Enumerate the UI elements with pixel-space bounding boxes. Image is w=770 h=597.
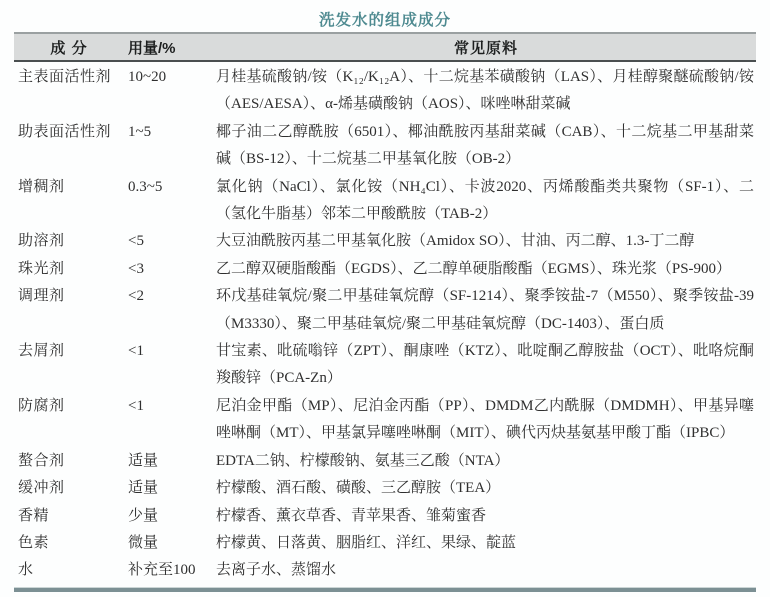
materials-cell: 柠檬香、薰衣草香、青苹果香、雏菊蜜香 bbox=[216, 507, 487, 524]
amount-cell: <1 bbox=[128, 397, 144, 414]
table-row bbox=[14, 174, 756, 229]
header-amount: 用量/% bbox=[124, 33, 216, 61]
page-title: 洗发水的组成成分 bbox=[318, 12, 451, 29]
component-cell: 香精 bbox=[18, 507, 50, 524]
table-row bbox=[14, 228, 756, 255]
table-row bbox=[14, 503, 756, 530]
header-row bbox=[14, 33, 756, 61]
table-header bbox=[14, 33, 756, 61]
table-row bbox=[14, 557, 756, 584]
amount-cell: 补充至100 bbox=[128, 562, 196, 579]
amount-cell: 适量 bbox=[128, 480, 159, 497]
table-row bbox=[14, 475, 756, 502]
table-row bbox=[14, 256, 756, 283]
amount-cell: <3 bbox=[128, 260, 144, 277]
header-component: 成 分 bbox=[14, 33, 124, 61]
materials-cell: 氯化钠（NaCl）、氯化铵（NH₄Cl）、卡波2020、丙烯酸酯类共聚物（SF-1）、二（氢化牛脂基）邻苯二甲酸酰胺（TAB-2） bbox=[216, 178, 754, 223]
materials-cell: 乙二醇双硬脂酸酯（EGDS）、乙二醇单硬脂酸酯（EGMS）、珠光浆（PS-900） bbox=[216, 260, 732, 277]
table-row bbox=[14, 338, 756, 393]
table-bottom-rule bbox=[14, 587, 756, 592]
materials-cell: 柠檬黄、日落黄、胭脂红、洋红、果绿、靛蓝 bbox=[216, 534, 517, 551]
table-row bbox=[14, 530, 756, 557]
component-cell: 主表面活性剂 bbox=[18, 69, 112, 85]
materials-cell: 月桂基硫酸钠/铵（K₁₂/K₁₂A）、十二烷基苯磺酸钠（LAS）、月桂醇聚醚硫酸钠/铵（AES/AESA）、α-烯基磺酸钠（AOS）、咪唑啉甜菜碱 bbox=[216, 69, 754, 113]
materials-cell: EDTA二钠、柠檬酸钠、氨基三乙酸（NTA） bbox=[216, 452, 510, 469]
amount-cell: <2 bbox=[128, 288, 144, 305]
header-materials: 常见原料 bbox=[216, 33, 756, 61]
table-row bbox=[14, 61, 756, 119]
component-cell: 缓冲剂 bbox=[18, 480, 65, 497]
table-row bbox=[14, 119, 756, 174]
component-cell: 防腐剂 bbox=[18, 397, 65, 414]
component-cell: 调理剂 bbox=[18, 288, 65, 305]
component-cell: 色素 bbox=[18, 534, 50, 551]
component-cell: 去屑剂 bbox=[18, 343, 65, 360]
materials-cell: 去离子水、蒸馏水 bbox=[216, 562, 337, 579]
amount-cell: 适量 bbox=[128, 452, 159, 469]
table-row bbox=[14, 393, 756, 448]
amount-cell: 少量 bbox=[128, 507, 159, 524]
table-row bbox=[14, 448, 756, 475]
component-cell: 螯合剂 bbox=[18, 452, 65, 469]
materials-cell: 尼泊金甲酯（MP）、尼泊金丙酯（PP）、DMDM乙内酰脲（DMDMH）、甲基异噻唑啉酮（MT）、甲基氯异噻唑啉酮（MIT）、碘代丙炔基氨基甲酸丁酯（IPBC） bbox=[216, 397, 754, 442]
table-body bbox=[14, 61, 756, 585]
materials-cell: 甘宝素、吡硫嗡锌（ZPT）、酮康唑（KTZ）、吡啶酮乙醇胺盐（OCT）、吡咯烷酮羧酸锌（PCA-Zn） bbox=[216, 343, 754, 387]
component-cell: 助表面活性剂 bbox=[18, 123, 112, 140]
materials-cell: 柠檬酸、酒石酸、磺酸、三乙醇胺（TEA） bbox=[216, 480, 501, 497]
component-cell: 珠光剂 bbox=[18, 260, 65, 277]
materials-cell: 椰子油二乙醇酰胺（6501）、椰油酰胺丙基甜菜碱（CAB）、十二烷基二甲基甜菜碱（BS-12）、十二烷基二甲基氧化胺（OB-2） bbox=[216, 123, 754, 168]
component-cell: 增稠剂 bbox=[18, 178, 65, 195]
component-cell: 水 bbox=[18, 562, 34, 579]
amount-cell: 0.3~5 bbox=[128, 178, 163, 195]
table-row bbox=[14, 283, 756, 338]
amount-cell: <5 bbox=[128, 233, 144, 250]
composition-table bbox=[14, 32, 756, 585]
component-cell: 助溶剂 bbox=[18, 233, 65, 250]
amount-cell: 微量 bbox=[128, 534, 159, 551]
materials-cell: 大豆油酰胺丙基二甲基氧化胺（Amidox SO）、甘油、丙二醇、1.3-丁二醇 bbox=[216, 233, 695, 250]
materials-cell: 环戊基硅氧烷/聚二甲基硅氧烷醇（SF-1214）、聚季铵盐-7（M550）、聚季铵盐-39（M3330）、聚二甲基硅氧烷/聚二甲基硅氧烷醇（DC-1403）、蛋白质 bbox=[216, 288, 754, 332]
amount-cell: 1~5 bbox=[128, 123, 152, 140]
amount-cell: 10~20 bbox=[128, 69, 167, 85]
amount-cell: <1 bbox=[128, 343, 144, 360]
